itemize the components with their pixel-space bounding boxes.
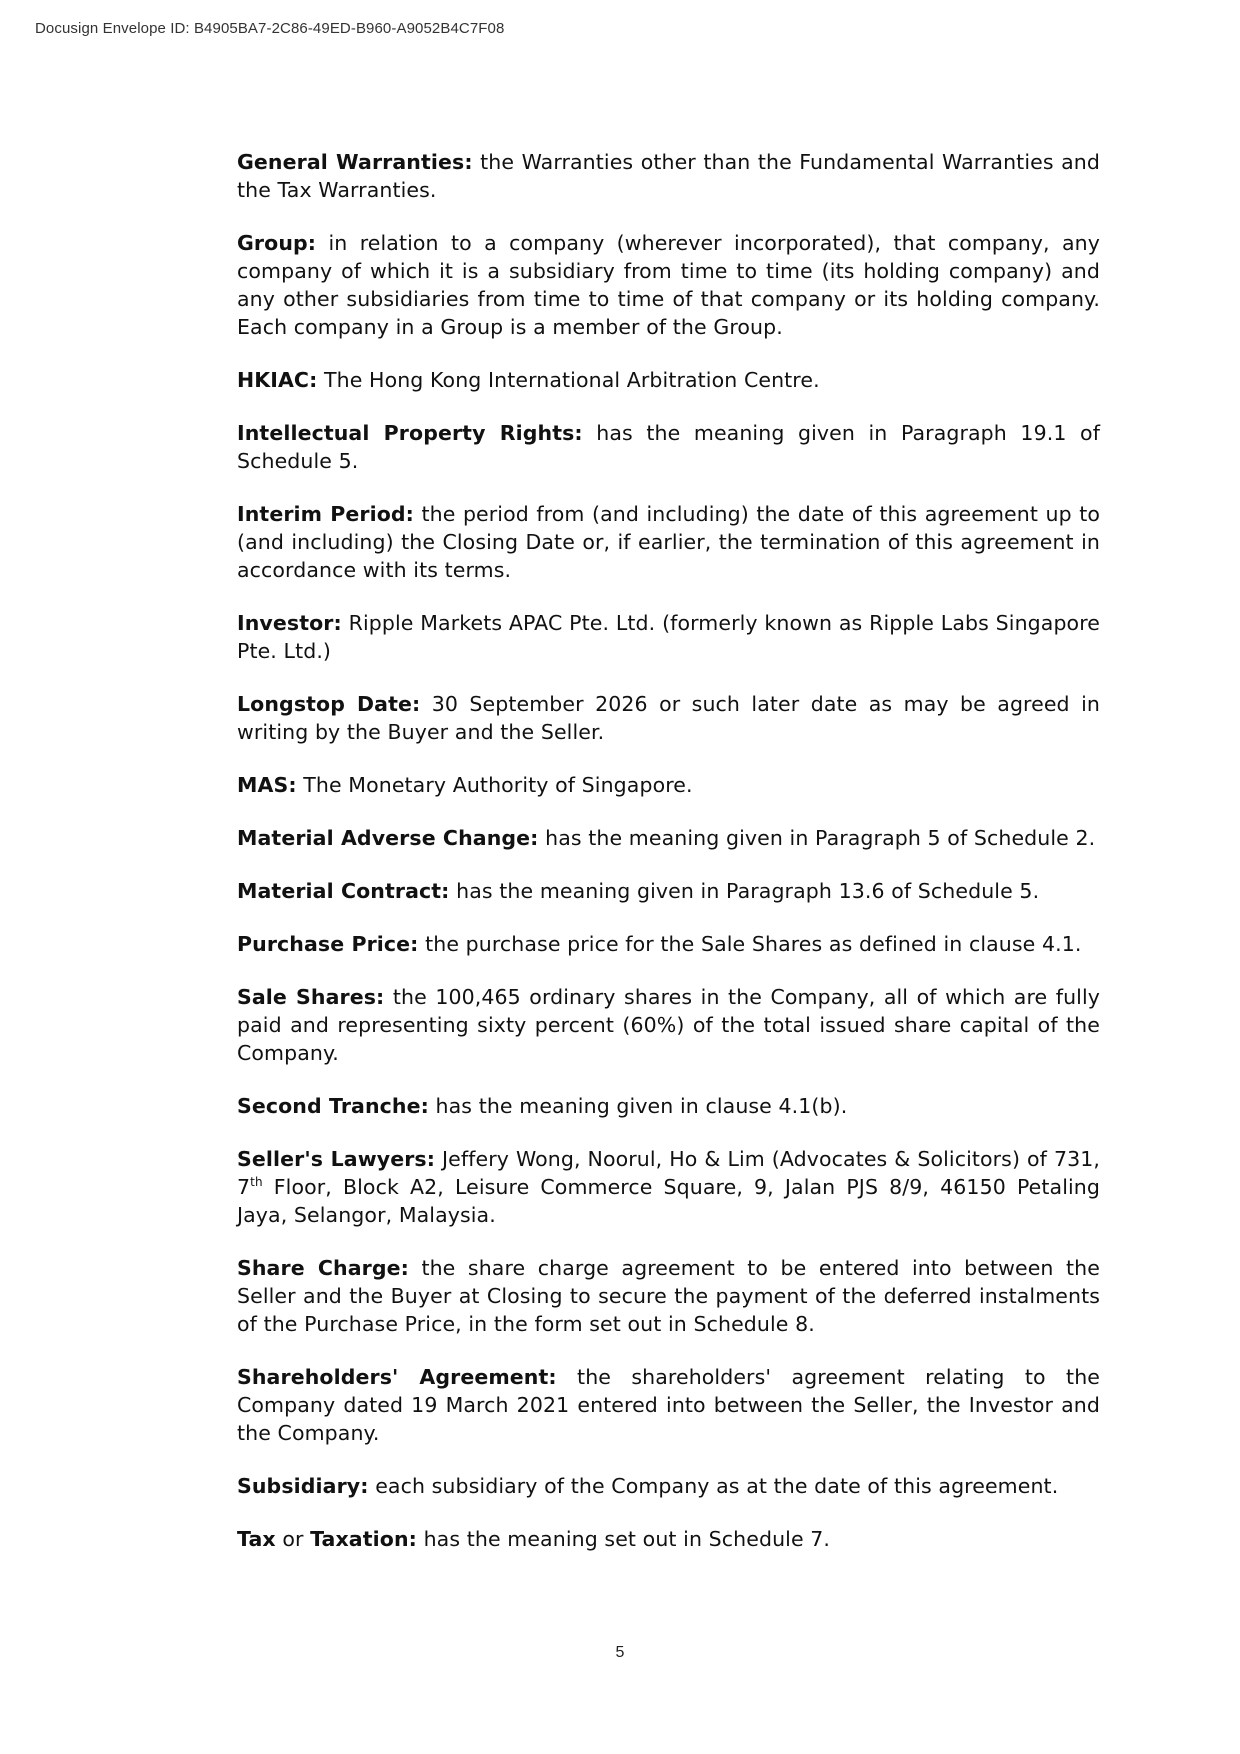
definition-term: Group: bbox=[237, 231, 317, 255]
definition-term: Material Adverse Change: bbox=[237, 826, 539, 850]
definition-sale-shares bbox=[237, 983, 1100, 1067]
definition-connector: or bbox=[275, 1527, 311, 1551]
definition-tax bbox=[237, 1525, 1100, 1553]
definition-text: the shareholders' agreement relating to the Company dated 19 March 2021 entered into between the Seller, the Investor and the Company. bbox=[237, 1365, 1100, 1445]
definition-term: Longstop Date: bbox=[237, 692, 421, 716]
definition-purchase-price bbox=[237, 930, 1100, 958]
definition-term: General Warranties: bbox=[237, 150, 473, 174]
envelope-id: Docusign Envelope ID: B4905BA7-2C86-49ED-B960-A9052B4C7F08 bbox=[35, 20, 505, 37]
definition-longstop-date bbox=[237, 690, 1100, 746]
definition-term: Purchase Price: bbox=[237, 932, 419, 956]
definition-text: Jeffery Wong, Noorul, Ho & Lim (Advocates & Solicitors) of 731, 7 bbox=[237, 1147, 1100, 1199]
definition-text: Ripple Markets APAC Pte. Ltd. (formerly known as Ripple Labs Singapore Pte. Ltd.) bbox=[237, 611, 1100, 663]
definition-text: has the meaning given in Paragraph 13.6 of Schedule 5. bbox=[449, 879, 1040, 903]
definition-subsidiary bbox=[237, 1472, 1100, 1500]
definition-term: Share Charge: bbox=[237, 1256, 409, 1280]
definition-text: The Hong Kong International Arbitration Centre. bbox=[317, 368, 820, 392]
definition-general-warranties bbox=[237, 148, 1100, 204]
ordinal-suffix: th bbox=[250, 1175, 263, 1190]
definition-text: each subsidiary of the Company as at the date of this agreement. bbox=[368, 1474, 1059, 1498]
definition-text: has the meaning set out in Schedule 7. bbox=[416, 1527, 831, 1551]
definition-term: Sale Shares: bbox=[237, 985, 385, 1009]
definition-text: has the meaning given in clause 4.1(b). bbox=[428, 1094, 848, 1118]
definition-material-contract bbox=[237, 877, 1100, 905]
definition-term: Seller's Lawyers: bbox=[237, 1147, 436, 1171]
definition-text: the share charge agreement to be entered into between the Seller and the Buyer at Closing to secure the payment of the deferred instalments of the Purchase Price, in the form set out in Schedule 8. bbox=[237, 1256, 1100, 1336]
definition-term: Second Tranche: bbox=[237, 1094, 429, 1118]
definition-sellers-lawyers bbox=[237, 1145, 1100, 1229]
definition-text: the Warranties other than the Fundamental Warranties and the Tax Warranties. bbox=[237, 150, 1100, 202]
definition-interim-period bbox=[237, 500, 1100, 584]
definition-text: the purchase price for the Sale Shares as defined in clause 4.1. bbox=[418, 932, 1082, 956]
definition-term: Investor: bbox=[237, 611, 342, 635]
definition-term: Material Contract: bbox=[237, 879, 450, 903]
definition-term: Shareholders' Agreement: bbox=[237, 1365, 557, 1389]
definition-term: Tax bbox=[237, 1527, 276, 1551]
page-number: 5 bbox=[615, 1644, 625, 1661]
definition-group bbox=[237, 229, 1100, 341]
definition-share-charge bbox=[237, 1254, 1100, 1338]
definition-investor bbox=[237, 609, 1100, 665]
definition-second-tranche bbox=[237, 1092, 1100, 1120]
definition-term: MAS: bbox=[237, 773, 297, 797]
definition-text: the 100,465 ordinary shares in the Company, all of which are fully paid and representing sixty percent (60%) of the total issued share capital of the Company. bbox=[237, 985, 1100, 1065]
definition-shareholders-agreement bbox=[237, 1363, 1100, 1447]
definition-text: in relation to a company (wherever incorporated), that company, any company of which it is a subsidiary from time to time (its holding company) and any other subsidiaries from time to time of that company or its holding company. Each company in a Group is a member of the Group. bbox=[237, 231, 1100, 339]
definition-text: 30 September 2026 or such later date as may be agreed in writing by the Buyer and the Seller. bbox=[237, 692, 1100, 744]
definition-term: HKIAC: bbox=[237, 368, 318, 392]
definition-term: Subsidiary: bbox=[237, 1474, 369, 1498]
definitions-list bbox=[237, 148, 1100, 1578]
definition-text-continued: Floor, Block A2, Leisure Commerce Square, 9, Jalan PJS 8/9, 46150 Petaling Jaya, Selangor, Malaysia. bbox=[237, 1175, 1100, 1227]
definition-term: Intellectual Property Rights: bbox=[237, 421, 583, 445]
definition-intellectual-property-rights bbox=[237, 419, 1100, 475]
definition-material-adverse-change bbox=[237, 824, 1100, 852]
definition-text: The Monetary Authority of Singapore. bbox=[296, 773, 693, 797]
definition-term: Interim Period: bbox=[237, 502, 414, 526]
definition-hkiac bbox=[237, 366, 1100, 394]
definition-mas bbox=[237, 771, 1100, 799]
definition-term-alt: Taxation: bbox=[310, 1527, 417, 1551]
definition-text: has the meaning given in Paragraph 5 of Schedule 2. bbox=[538, 826, 1096, 850]
definition-text: the period from (and including) the date of this agreement up to (and including) the Closing Date or, if earlier, the termination of this agreement in accordance with its terms. bbox=[237, 502, 1100, 582]
definition-text: has the meaning given in Paragraph 19.1 of Schedule 5. bbox=[237, 421, 1101, 473]
